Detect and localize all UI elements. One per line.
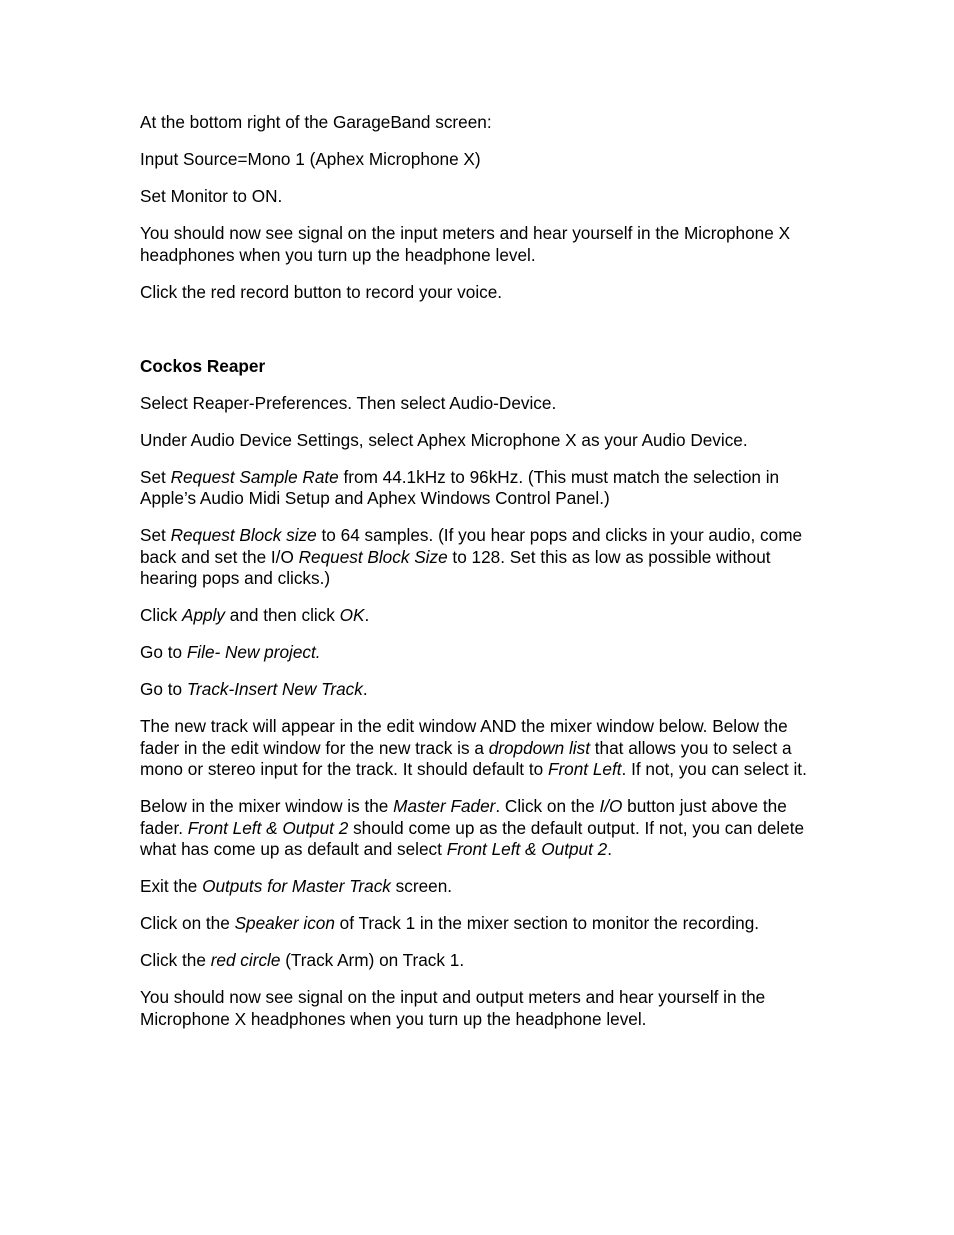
reaper-signal-text: You should now see signal on the input and output meters and hear yourself in the Microphone X headphones when you turn up the headphone level. — [140, 987, 766, 1029]
garageband-record-text: Click the red record button to record your voice. — [140, 281, 503, 302]
reaper-preferences-text: Select Reaper-Preferences. Then select Audio-Device. — [140, 392, 557, 413]
reaper-speaker-icon-text: Click on the Speaker icon of Track 1 in the mixer section to monitor the recording. — [140, 913, 760, 933]
reaper-heading: Cockos Reaper — [140, 355, 266, 376]
reaper-master-fader-text: Below in the mixer window is the Master Fader. Click on the I/O button just above the fader. Front Left & Output 2 should come up as the default output. If not, you can delete what has come up as default and select Front Left & Output 2. — [140, 796, 805, 859]
reaper-apply-ok-text: Click Apply and then click OK. — [140, 605, 370, 625]
reaper-audio-device-text: Under Audio Device Settings, select Aphex Microphone X as your Audio Device. — [140, 429, 748, 450]
document-body — [140, 112, 820, 1046]
garageband-location-text: At the bottom right of the GarageBand screen: — [140, 112, 492, 132]
garageband-input-source-text: Input Source=Mono 1 (Aphex Microphone X) — [140, 149, 481, 169]
garageband-signal-text: You should now see signal on the input meters and hear yourself in the Microphone X headphones when you turn up the headphone level. — [140, 223, 791, 265]
reaper-exit-outputs-text: Exit the Outputs for Master Track screen. — [140, 876, 453, 896]
reaper-new-track-text: The new track will appear in the edit window AND the mixer window below. Below the fader in the edit window for the new track is a dropdown list that allows you to select a mono or stereo input for the track. It should default to Front Left. If not, you can select it. — [140, 716, 807, 779]
garageband-monitor-text: Set Monitor to ON. — [140, 186, 283, 206]
reaper-new-project-text: Go to File- New project. — [140, 642, 321, 662]
reaper-block-size-text: Set Request Block size to 64 samples. (If you hear pops and clicks in your audio, come back and set the I/O Request Block Size to 128. Set this as low as possible without hearing pops and clicks.) — [140, 525, 803, 588]
reaper-track-arm-text: Click the red circle (Track Arm) on Track 1. — [140, 950, 465, 970]
reaper-sample-rate-text: Set Request Sample Rate from 44.1kHz to 96kHz. (This must match the selection in Apple’s Audio Midi Setup and Aphex Windows Control Panel.) — [140, 466, 780, 508]
reaper-insert-track-text: Go to Track-Insert New Track. — [140, 679, 368, 699]
